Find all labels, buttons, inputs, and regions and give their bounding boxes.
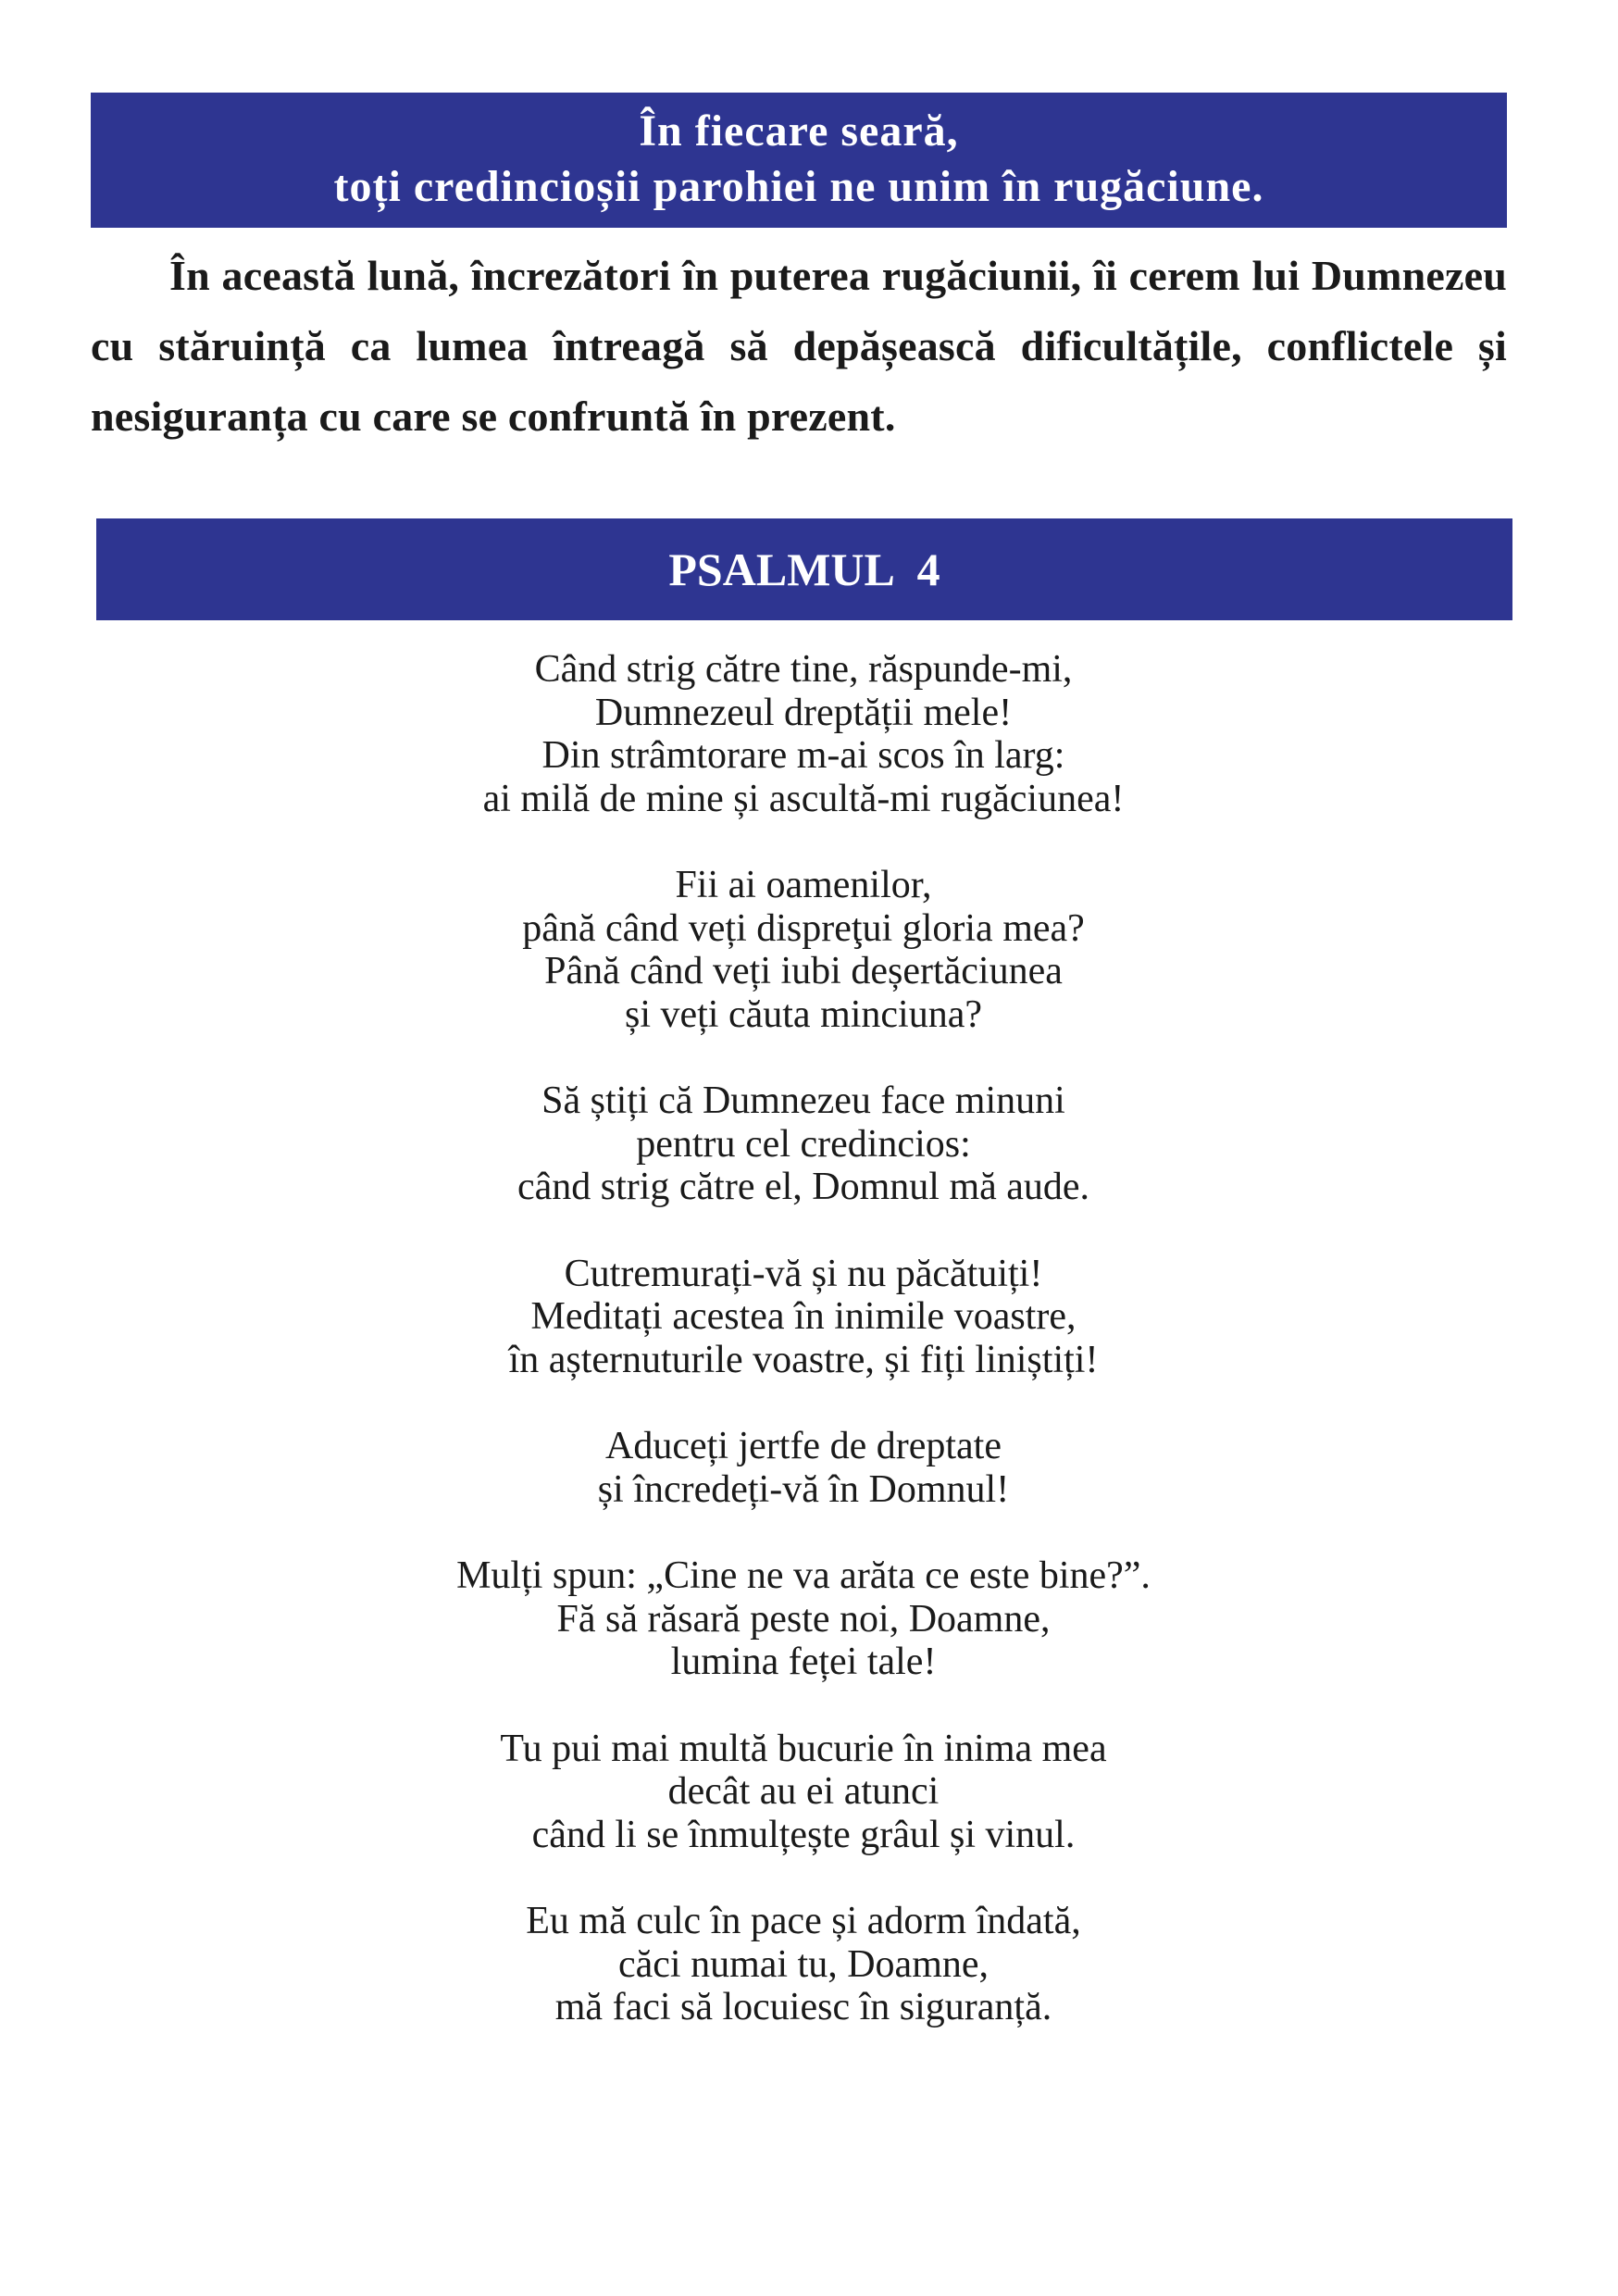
psalm-verse: decât au ei atunci — [667, 1770, 940, 1813]
psalm-verse: Tu pui mai multă bucurie în inima mea — [500, 1727, 1107, 1770]
psalm-verse: Până când veți iubi deșertăciunea — [544, 950, 1063, 992]
psalm-verse: până când veți dispreţui gloria mea? — [522, 906, 1085, 950]
psalm-stanza-2 — [91, 864, 1516, 1036]
psalm-stanza-3 — [91, 1079, 1516, 1209]
psalm-verse: căci numai tu, Doamne, — [617, 1942, 989, 1986]
header-line-1: În fiecare seară, — [639, 106, 959, 156]
psalm-verse: și veți căuta minciuna? — [624, 992, 983, 1036]
psalm-stanza-4 — [91, 1253, 1516, 1382]
psalm-title: PSALMUL 4 — [668, 543, 940, 595]
psalm-verse: lumina feței tale! — [670, 1641, 937, 1683]
psalm-stanza-6 — [91, 1554, 1516, 1684]
psalm-verse: și încredeți-vă în Domnul! — [597, 1467, 1010, 1511]
psalm-verse: Aduceți jertfe de dreptate — [605, 1425, 1002, 1467]
psalm-stanza-8 — [91, 1900, 1516, 2029]
intro-paragraph: În această lună, încrezători în puterea rugăciunii, îi cerem lui Dumnezeu cu stăruință ca lumea întreagă să depășească dificultățile, conflictele și nesiguranța cu care se confruntă în prezent. — [91, 252, 1507, 440]
psalm-verse: când strig către el, Domnul mă aude. — [517, 1166, 1090, 1208]
psalm-stanza-7 — [91, 1728, 1516, 1857]
psalm-verse: Să știți că Dumnezeu face minuni — [541, 1079, 1065, 1122]
header-line-2: toți credincioșii parohiei ne unim în rugăciune. — [333, 162, 1264, 211]
psalm-verse: mă faci să locuiesc în siguranță. — [554, 1986, 1052, 2028]
psalm-verse: în așternuturile voastre, și fiți liniștiți! — [508, 1338, 1099, 1381]
psalm-verse: Din strâmtorare m-ai scos în larg: — [541, 734, 1065, 777]
psalm-verse: Când strig către tine, răspunde-mi, — [534, 648, 1073, 691]
psalm-stanza-5 — [91, 1425, 1516, 1511]
psalm-verse: Mulți spun: „Cine ne va arăta ce este bine?”. — [456, 1554, 1151, 1597]
psalm-verse: Meditați acestea în inimile voastre, — [530, 1295, 1077, 1338]
psalm-verse: când li se înmulțește grâul și vinul. — [531, 1813, 1076, 1856]
psalm-verse: ai milă de mine și ascultă-mi rugăciunea! — [482, 777, 1125, 820]
psalm-verse: Fă să răsară peste noi, Doamne, — [556, 1597, 1051, 1641]
psalm-verse: Eu mă culc în pace și adorm îndată, — [526, 1900, 1081, 1942]
psalm-body — [91, 648, 1516, 2073]
psalm-verse: Cutremurați-vă și nu păcătuiți! — [564, 1252, 1043, 1295]
psalm-verse: pentru cel credincios: — [636, 1122, 971, 1166]
psalm-stanza-1 — [91, 648, 1516, 820]
psalm-verse: Dumnezeul dreptății mele! — [594, 691, 1013, 734]
psalm-title-banner — [96, 518, 1512, 620]
psalm-verse: Fii ai oamenilor, — [675, 864, 932, 906]
header-banner — [91, 93, 1507, 228]
